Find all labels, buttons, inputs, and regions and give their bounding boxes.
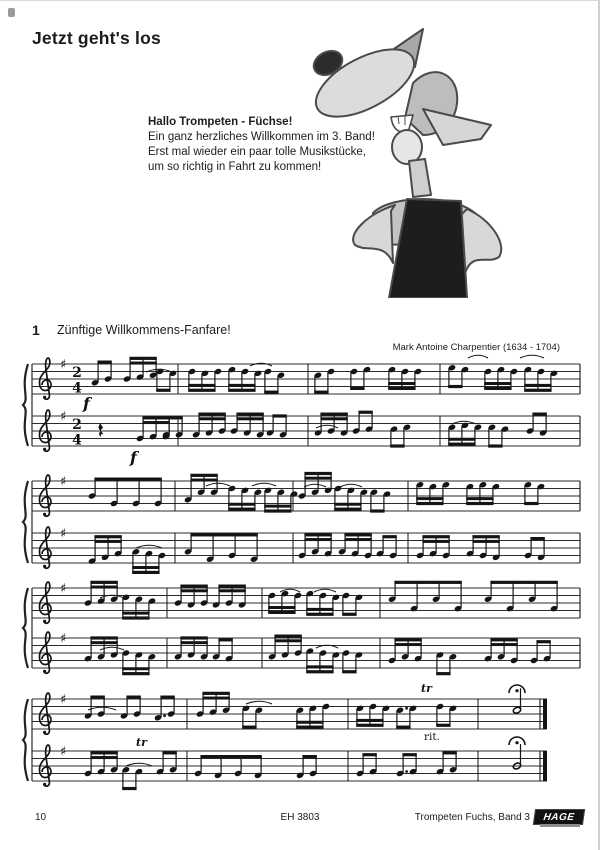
- beam: [306, 670, 333, 673]
- beam: [536, 640, 550, 643]
- beam: [530, 537, 544, 540]
- footer-book-title: Trompeten Fuchs, Band 3: [414, 812, 530, 823]
- beam: [142, 416, 169, 419]
- beam: [356, 719, 383, 722]
- beam: [198, 417, 225, 420]
- beam: [122, 787, 136, 790]
- beam: [472, 540, 499, 543]
- beam: [388, 382, 415, 385]
- tie-slur: [206, 483, 230, 486]
- beam: [344, 538, 371, 541]
- beam: [274, 639, 301, 642]
- beam: [274, 635, 301, 638]
- tie-slur: [340, 484, 362, 487]
- quarter-rest: [98, 423, 103, 437]
- beam: [416, 502, 443, 505]
- beam: [314, 391, 328, 394]
- beam: [268, 606, 295, 609]
- time-signature-top: 2: [72, 365, 82, 381]
- key-signature-sharp: ♯: [60, 409, 67, 425]
- composer-credit: Mark Antoine Charpentier (1634 - 1704): [392, 342, 560, 353]
- final-barline: [543, 751, 547, 781]
- beam: [472, 535, 499, 538]
- beam: [97, 361, 111, 364]
- beam: [180, 589, 207, 592]
- beam: [94, 535, 121, 538]
- tie-slur: [520, 355, 544, 358]
- beam: [484, 382, 511, 385]
- fermata-dot: [515, 741, 518, 744]
- beam: [180, 585, 207, 588]
- tie-slur: [280, 589, 300, 592]
- score-marking-f: f: [130, 448, 137, 467]
- beam: [218, 638, 232, 641]
- music-score: [0, 1, 600, 850]
- beam: [394, 643, 421, 646]
- score-marking-f: f: [83, 394, 90, 413]
- system-brace: [23, 364, 28, 446]
- beam: [236, 413, 263, 416]
- beam: [122, 612, 149, 615]
- beam: [268, 611, 295, 614]
- beam: [358, 411, 372, 414]
- beam: [304, 472, 331, 475]
- beam: [320, 417, 347, 420]
- beam: [94, 540, 121, 543]
- beam: [180, 641, 207, 644]
- beam: [524, 384, 551, 387]
- tie-slur: [246, 701, 272, 704]
- beam: [90, 641, 117, 644]
- beam: [190, 474, 217, 477]
- intro-line: Erst mal wieder ein paar tolle Musikstücke,: [148, 146, 366, 158]
- music-system: [23, 688, 547, 790]
- final-barline: [543, 699, 547, 729]
- score-marking-tr: tr: [136, 736, 147, 749]
- tie-slur: [304, 484, 326, 487]
- beam: [436, 672, 450, 675]
- beam: [188, 389, 215, 392]
- beam: [296, 726, 323, 729]
- beam: [264, 391, 278, 394]
- fermata-dot: [515, 689, 518, 692]
- beam: [342, 613, 356, 616]
- beam: [94, 478, 161, 481]
- beam: [388, 387, 415, 390]
- beam: [382, 535, 396, 538]
- beam: [122, 672, 149, 675]
- beam: [484, 387, 511, 390]
- beam: [320, 413, 347, 416]
- beam: [524, 502, 538, 505]
- beam: [396, 726, 410, 729]
- beam: [344, 533, 371, 536]
- beam: [90, 751, 117, 754]
- beam: [394, 638, 421, 641]
- beam: [306, 665, 333, 668]
- beam: [356, 724, 383, 727]
- beam: [242, 726, 256, 729]
- beam: [448, 438, 475, 441]
- beam: [202, 692, 229, 695]
- tie-slur: [88, 707, 116, 710]
- beam: [162, 751, 176, 754]
- beam: [90, 756, 117, 759]
- intro-heading: Hallo Trompeten - Füchse!: [148, 116, 293, 128]
- beam: [264, 509, 291, 512]
- beam: [350, 387, 364, 390]
- beam: [156, 389, 170, 392]
- time-signature-top: 2: [72, 417, 82, 433]
- key-signature-sharp: ♯: [60, 581, 67, 597]
- beam: [342, 670, 356, 673]
- beam: [304, 533, 331, 536]
- tie-slur: [314, 589, 336, 592]
- beam: [466, 502, 493, 505]
- intro-line: Ein ganz herzliches Willkommen im 3. Band!: [148, 131, 375, 143]
- beam: [532, 413, 546, 416]
- key-signature-sharp: ♯: [60, 744, 67, 760]
- system-brace: [23, 699, 28, 781]
- beam: [296, 721, 323, 724]
- beam: [402, 753, 416, 756]
- beam: [302, 755, 316, 758]
- beam: [188, 384, 215, 387]
- beam: [442, 751, 456, 754]
- footer-edition-number: EH 3803: [280, 812, 320, 823]
- piece-number: 1: [32, 322, 40, 338]
- key-signature-sharp: ♯: [60, 692, 67, 708]
- beam: [394, 581, 461, 584]
- page-title: Jetzt geht's los: [32, 28, 161, 48]
- beam: [126, 696, 140, 699]
- beam: [264, 505, 291, 508]
- time-signature-bottom: 4: [72, 432, 82, 449]
- system-brace: [23, 588, 28, 668]
- beam: [132, 566, 159, 569]
- beam: [306, 608, 333, 611]
- key-signature-sharp: ♯: [60, 526, 67, 542]
- beam: [488, 444, 502, 447]
- beam: [180, 636, 207, 639]
- music-system: [23, 357, 580, 451]
- beam: [334, 508, 361, 511]
- score-marking-tr: tr: [421, 682, 432, 695]
- beam: [490, 638, 517, 641]
- beam: [202, 697, 229, 700]
- beam: [334, 503, 361, 506]
- key-signature-sharp: ♯: [60, 357, 67, 373]
- beam: [129, 362, 156, 365]
- beam: [190, 479, 217, 482]
- beam: [236, 417, 263, 420]
- beam: [190, 533, 257, 536]
- beam: [306, 613, 333, 616]
- key-signature-sharp: ♯: [60, 631, 67, 647]
- beam: [228, 503, 255, 506]
- beam: [218, 589, 245, 592]
- beam: [448, 443, 475, 446]
- beam: [168, 416, 182, 419]
- beam: [390, 444, 404, 447]
- intro-line: um so richtig in Fahrt zu kommen!: [148, 161, 322, 173]
- beam: [448, 385, 462, 388]
- beam: [524, 389, 551, 392]
- system-brace: [23, 481, 28, 563]
- beam: [198, 413, 225, 416]
- beam: [90, 636, 117, 639]
- beam: [218, 585, 245, 588]
- key-signature-sharp: ♯: [60, 474, 67, 490]
- music-system: [23, 581, 580, 676]
- footer-page-number: 10: [35, 812, 47, 823]
- time-signature-bottom: 4: [72, 380, 82, 397]
- beam: [362, 753, 376, 756]
- music-system: [23, 472, 580, 574]
- beam: [228, 384, 255, 387]
- beam: [90, 586, 117, 589]
- beam: [122, 667, 149, 670]
- beam: [160, 696, 174, 699]
- beam: [129, 357, 156, 360]
- beam: [122, 616, 149, 619]
- beam: [90, 581, 117, 584]
- tie-slur: [252, 483, 276, 486]
- beam: [466, 497, 493, 500]
- beam: [228, 508, 255, 511]
- publisher-logo-subline: [540, 824, 580, 827]
- beam: [90, 696, 104, 699]
- beam: [272, 414, 286, 417]
- beam: [228, 389, 255, 392]
- beam: [304, 538, 331, 541]
- piece-title: Zünftige Willkommens-Fanfare!: [57, 323, 231, 337]
- beam: [490, 581, 557, 584]
- beam: [490, 643, 517, 646]
- beam: [370, 509, 384, 512]
- beam: [142, 421, 169, 424]
- beam: [436, 724, 450, 727]
- score-marking-rit: rit.: [424, 731, 440, 743]
- beam: [422, 540, 449, 543]
- beam: [200, 755, 261, 758]
- beam: [304, 477, 331, 480]
- beam: [422, 535, 449, 538]
- tie-slur: [468, 355, 488, 358]
- publisher-logo-text: HAGE: [542, 811, 576, 823]
- beam: [132, 571, 159, 574]
- beam: [416, 497, 443, 500]
- publisher-logo: [533, 809, 585, 825]
- page-footer: [0, 812, 600, 838]
